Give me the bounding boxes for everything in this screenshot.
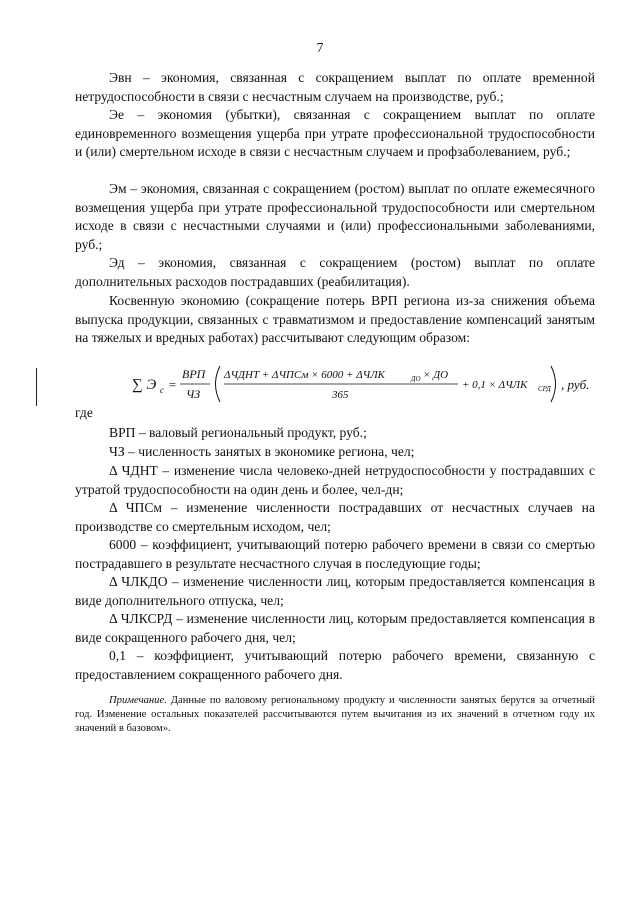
formula-equals: = <box>168 377 177 392</box>
formula-tail: + 0,1 × ΔЧЛК <box>462 379 528 391</box>
definition-evn: Эвн – экономия, связанная с сокращением выплат по оплате временной нетрудоспособности в связи с несчастным случаем на производстве, руб.; <box>75 70 595 104</box>
formula-unit: , руб. <box>561 377 590 392</box>
formula-lhs: ∑ Э <box>132 377 157 393</box>
note-text: Данные по валовому региональному продукту и численности занятых берутся за отчетный год. Изменение остальных показателей рассчитываются путем вычитания из их значений в отчетном году их значений в базовом». <box>75 695 595 734</box>
formula-inner-sub-do: ДО <box>411 375 421 383</box>
definition-chdnt: Δ ЧДНТ – изменение числа человеко-дней нетрудоспособности у пострадавших с утратой трудоспособности на один день и более, чел-дн; <box>75 463 595 497</box>
definition-ee: Эе – экономия (убытки), связанная с сокращением выплат по оплате единовременного возмещения ущерба при утрате профессиональной трудоспособности и (или) смертельном исходе в связи с несчастным случаем и профзаболеванием, руб.; <box>75 107 595 159</box>
formula-lhs-sub: с <box>160 385 164 395</box>
definition-ed: Эд – экономия, связанная с сокращением (ростом) выплат по оплате дополнительных расходов пострадавших (реабилитация). <box>75 255 595 289</box>
formula-inner-num-a: ΔЧДНТ + ΔЧПСм × 6000 + ΔЧЛК <box>224 369 385 381</box>
note-paragraph <box>75 694 595 736</box>
formula-paren-left <box>216 366 221 402</box>
definition-em: Эм – экономия, связанная с сокращением (ростом) выплат по оплате ежемесячного возмещения ущерба при утрате профессиональной трудоспособности или смертельном исходе в связи с несчастными случаями и (или) профессиональными заболеваниями, руб.; <box>75 181 595 252</box>
formula-inner-den: 365 <box>332 389 349 401</box>
definition-chlk-do: Δ ЧЛКДО – изменение численности лиц, которым предоставляется компенсация в виде дополнительного отпуска, чел; <box>75 574 595 608</box>
definition-0-1: 0,1 – коэффициент, учитывающий потерю рабочего времени, связанную с предоставлением сокращенного рабочего дня. <box>75 648 595 682</box>
intro-paragraph: Косвенную экономию (сокращение потерь ВРП региона из-за снижения объема выпуска продукции, связанных с травматизмом и предоставление компенсаций занятым на тяжелых и вредных работах) рассчитывают следующим образом: <box>75 293 595 345</box>
definition-chpsm: Δ ЧПСм – изменение численности пострадавших от несчастных случаев на производстве со смертельным исходом, чел; <box>75 500 595 534</box>
definition-vrp: ВРП – валовый региональный продукт, руб.; <box>109 425 367 440</box>
margin-change-bar <box>36 368 37 406</box>
note-label: Примечание. <box>109 695 167 706</box>
formula <box>132 360 590 408</box>
formula-inner-num-b: × ДО <box>423 369 449 381</box>
definition-chlk-srd: Δ ЧЛКСРД – изменение численности лиц, которым предоставляется компенсация в виде сокращенного рабочего дня, чел; <box>75 611 595 645</box>
formula-svg <box>132 360 590 408</box>
where-label: где <box>75 405 93 420</box>
formula-paren-right <box>551 366 556 402</box>
definition-6000: 6000 – коэффициент, учитывающий потерю рабочего времени в связи со смертью пострадавшего в результате несчастного случая в последующие годы; <box>75 537 595 571</box>
formula-frac-den: ЧЗ <box>186 387 201 401</box>
definition-chz: ЧЗ – численность занятых в экономике региона, чел; <box>109 444 415 459</box>
formula-frac-num: ВРП <box>182 367 206 381</box>
formula-tail-sub: СРД <box>538 385 551 393</box>
page-number: 7 <box>316 40 324 55</box>
